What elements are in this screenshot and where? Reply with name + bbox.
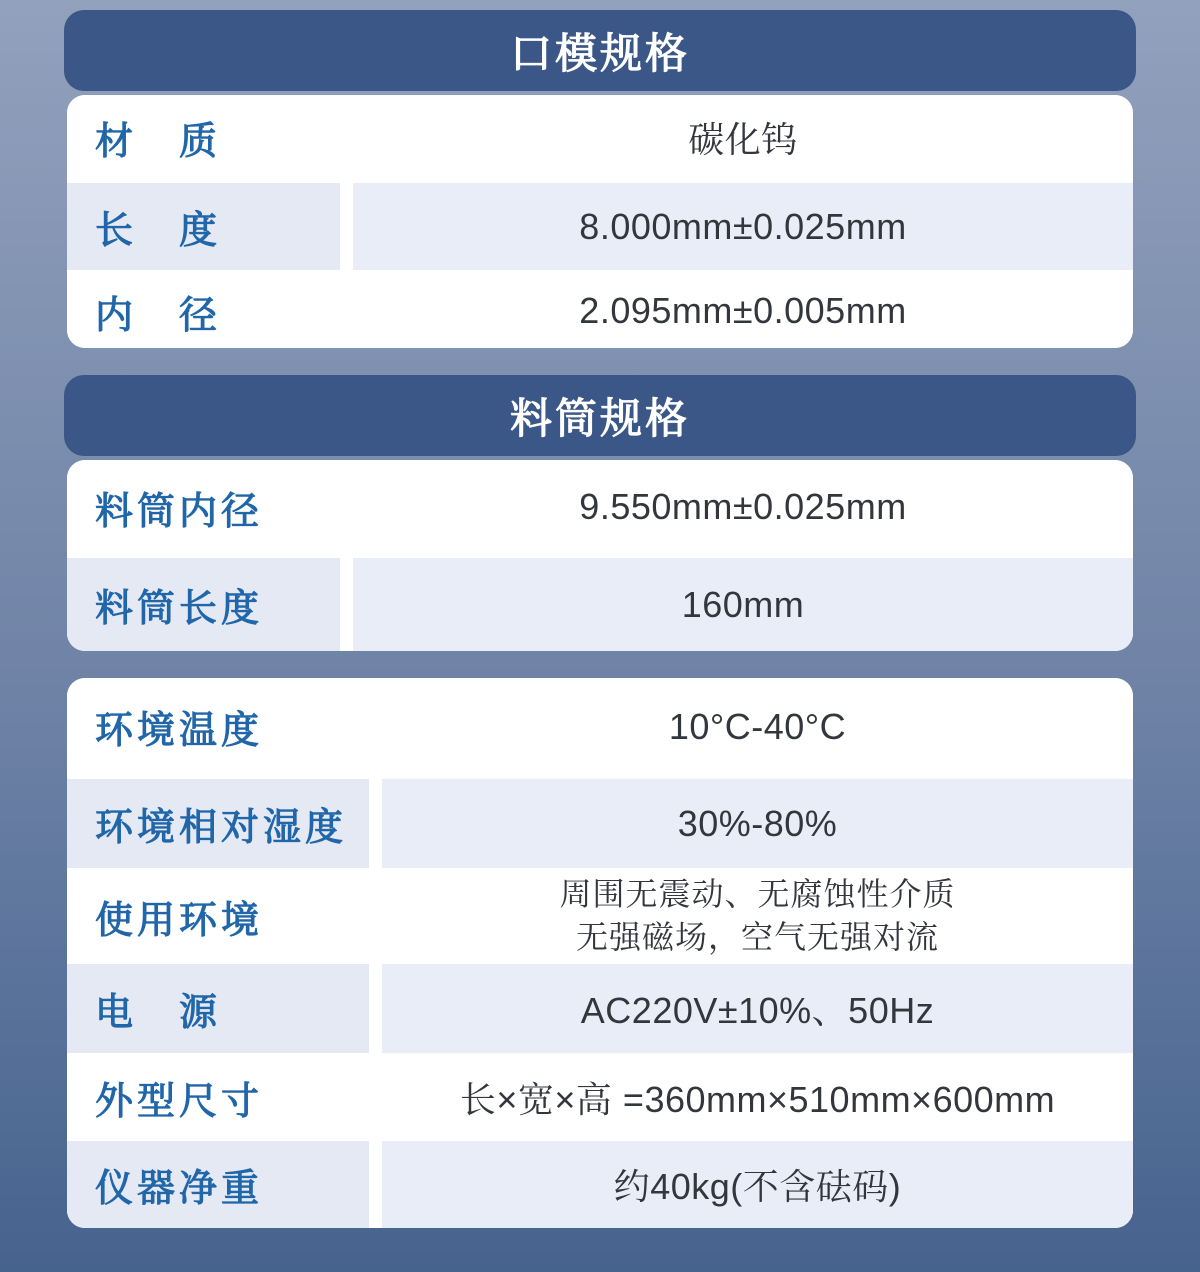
row-label: 使用环境 [95,899,264,942]
row-value: 30%-80% [382,779,1133,868]
spec-row-ambient-temperature [67,678,1133,775]
row-label: 料筒长度 [67,558,340,651]
row-value: 长×宽×高 =360mm×510mm×600mm [459,1078,1056,1120]
row-label: 电 源 [67,964,369,1053]
column-gutter [369,1141,382,1228]
row-label: 环境温度 [95,710,264,752]
row-value: AC220V±10%、50Hz [382,964,1133,1053]
spec-row-barrel-length [67,554,1133,651]
row-value: 约40kg(不含砝码) [382,1141,1133,1228]
column-gutter [340,95,353,179]
section-header-die-spec [64,10,1136,91]
spec-row-operating-environment [67,872,1133,960]
row-value: 160mm [353,558,1133,651]
row-value: 碳化钨 [688,118,798,160]
column-gutter [369,1057,382,1137]
row-label: 仪器净重 [67,1141,369,1228]
row-label: 外型尺寸 [95,1080,264,1123]
column-gutter [369,872,382,960]
row-value: 8.000mm±0.025mm [353,183,1133,270]
spec-row-net-weight [67,1137,1133,1228]
row-value [382,872,1133,960]
spec-row-relative-humidity [67,775,1133,872]
spec-card-environment [67,678,1133,1228]
row-label: 料筒内径 [95,490,264,533]
spec-card-barrel [67,460,1133,651]
spec-card-die [67,95,1133,348]
row-label: 长 度 [67,183,340,270]
column-gutter [369,964,382,1053]
row-value-line2: 无强磁场，空气无强对流 [575,919,939,955]
section-header-barrel-spec [64,375,1136,456]
column-gutter [369,678,382,775]
spec-row-length [67,179,1133,274]
spec-row-overall-dimensions [67,1057,1133,1137]
row-value: 2.095mm±0.005mm [579,290,907,331]
column-gutter [369,779,382,868]
column-gutter [340,460,353,554]
spec-row-power-supply [67,960,1133,1057]
column-gutter [340,558,353,651]
column-gutter [340,274,353,348]
spec-row-material [67,95,1133,179]
spec-row-barrel-inner-diameter [67,460,1133,554]
section-header-title: 口模规格 [509,29,690,77]
section-header-title: 料筒规格 [509,394,690,442]
column-gutter [340,183,353,270]
row-value: 10°C-40°C [668,705,847,747]
row-label: 材 质 [95,120,222,163]
row-value-line1: 周围无震动、无腐蚀性介质 [559,876,956,912]
row-value: 9.550mm±0.025mm [579,486,907,527]
row-label: 内 径 [95,294,222,337]
row-label: 环境相对湿度 [67,779,369,868]
spec-row-inner-diameter [67,274,1133,348]
